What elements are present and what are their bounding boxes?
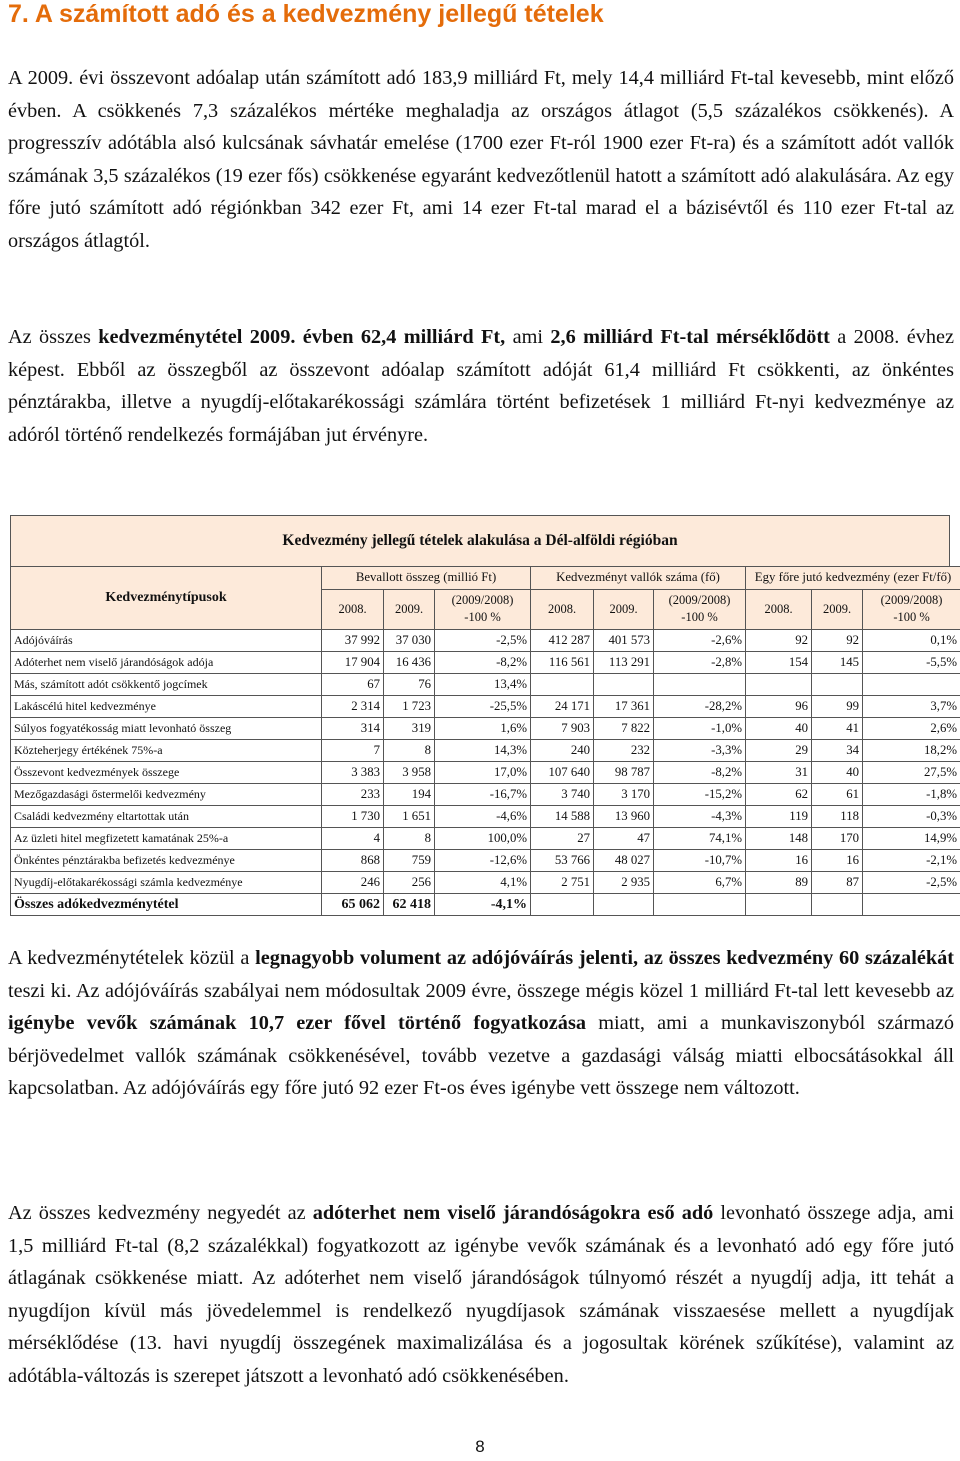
page-number: 8 bbox=[475, 1437, 485, 1456]
table-row bbox=[11, 718, 960, 740]
table-cell: 14,3% bbox=[435, 740, 531, 762]
table-cell: 74,1% bbox=[654, 828, 746, 850]
table-cell: 246 bbox=[322, 872, 384, 894]
table-cell: -1,8% bbox=[863, 784, 960, 806]
paragraph-tax-credit bbox=[8, 942, 954, 1105]
empty-cell bbox=[654, 894, 746, 916]
table-cell: -8,2% bbox=[435, 652, 531, 674]
row-label: Lakáscélú hitel kedvezménye bbox=[11, 696, 322, 718]
row-label: Más, számított adót csökkentő jogcímek bbox=[11, 674, 322, 696]
table-cell: 40 bbox=[746, 718, 812, 740]
row-label: Súlyos fogyatékosság miatt levonható összeg bbox=[11, 718, 322, 740]
table-cell: -12,6% bbox=[435, 850, 531, 872]
table-cell: -10,7% bbox=[654, 850, 746, 872]
table-cell: 1 730 bbox=[322, 806, 384, 828]
sub-header-2008: 2008. bbox=[746, 589, 812, 629]
table-cell: 65 062 bbox=[322, 894, 384, 916]
table-cell bbox=[654, 674, 746, 696]
table-cell: 16 436 bbox=[384, 652, 435, 674]
table-cell: 7 822 bbox=[594, 718, 654, 740]
table-cell: 3 383 bbox=[322, 762, 384, 784]
table-row bbox=[11, 872, 960, 894]
table-cell: 3 958 bbox=[384, 762, 435, 784]
table-cell: -0,3% bbox=[863, 806, 960, 828]
table-cell: 13,4% bbox=[435, 674, 531, 696]
row-label: Mezőgazdasági őstermelői kedvezmény bbox=[11, 784, 322, 806]
table-cell: -2,5% bbox=[435, 630, 531, 652]
table-cell: 232 bbox=[594, 740, 654, 762]
table-cell: 7 bbox=[322, 740, 384, 762]
row-label: Adójóváírás bbox=[11, 630, 322, 652]
table-cell: -4,3% bbox=[654, 806, 746, 828]
table-cell: 119 bbox=[746, 806, 812, 828]
group-header-amount: Bevallott összeg (millió Ft) bbox=[322, 567, 531, 590]
total-row bbox=[11, 894, 960, 916]
row-label: Nyugdíj-előtakarékossági számla kedvezménye bbox=[11, 872, 322, 894]
table-cell: 62 bbox=[746, 784, 812, 806]
table-cell: 41 bbox=[812, 718, 863, 740]
table-cell: 16 bbox=[746, 850, 812, 872]
table-title: Kedvezmény jellegű tételek alakulása a Dél-alföldi régióban bbox=[10, 515, 950, 566]
table-cell: -3,3% bbox=[654, 740, 746, 762]
table-cell: 116 561 bbox=[531, 652, 594, 674]
table-cell: 107 640 bbox=[531, 762, 594, 784]
table-cell bbox=[812, 674, 863, 696]
table-cell: 4 bbox=[322, 828, 384, 850]
group-header-per-capita: Egy főre jutó kedvezmény (ezer Ft/fő) bbox=[746, 567, 960, 590]
sub-header-2009: 2009. bbox=[812, 589, 863, 629]
table-cell: 17 361 bbox=[594, 696, 654, 718]
table-cell: -8,2% bbox=[654, 762, 746, 784]
table-cell: 1,6% bbox=[435, 718, 531, 740]
table-cell: 14 588 bbox=[531, 806, 594, 828]
text-run: Az összes bbox=[8, 326, 99, 348]
table-cell: 48 027 bbox=[594, 850, 654, 872]
table-cell: 53 766 bbox=[531, 850, 594, 872]
empty-cell bbox=[746, 894, 812, 916]
table-cell: 100,0% bbox=[435, 828, 531, 850]
paragraph-pension bbox=[8, 1197, 954, 1392]
table-cell: 92 bbox=[746, 630, 812, 652]
table-cell: -4,1% bbox=[435, 894, 531, 916]
table-cell: 89 bbox=[746, 872, 812, 894]
table-cell bbox=[863, 674, 960, 696]
table-cell: 17 904 bbox=[322, 652, 384, 674]
text-run: igénybe vevők számának 10,7 ezer fővel történő fogyatkozása bbox=[8, 1012, 586, 1034]
text-run: kedvezménytétel 2009. évben 62,4 milliárd Ft, bbox=[98, 326, 506, 348]
table-cell: 27,5% bbox=[863, 762, 960, 784]
table-cell: 62 418 bbox=[384, 894, 435, 916]
table-cell: 47 bbox=[594, 828, 654, 850]
table-cell: 194 bbox=[384, 784, 435, 806]
table-cell: 67 bbox=[322, 674, 384, 696]
text-run: A kedvezménytételek közül a bbox=[8, 947, 256, 969]
table-cell: 7 903 bbox=[531, 718, 594, 740]
table-body bbox=[11, 630, 960, 916]
table-cell: 2 314 bbox=[322, 696, 384, 718]
table-row bbox=[11, 850, 960, 872]
table-cell: 99 bbox=[812, 696, 863, 718]
allowance-table bbox=[10, 515, 958, 916]
table-cell: 1 723 bbox=[384, 696, 435, 718]
table-cell: 3 740 bbox=[531, 784, 594, 806]
table-cell: 256 bbox=[384, 872, 435, 894]
text-run: miatt, ami a munkaviszonyból származó bérjövedelmet vallók számának csökkenésével, tovább vezetve a gazdasági válság miatti elbocsátásokkal áll kapcsolatban. Az adójóváírás egy főre jutó 92 ezer Ft-os éves igénybe vett összege nem változott. bbox=[8, 1012, 954, 1099]
table-row bbox=[11, 696, 960, 718]
table-cell: 170 bbox=[812, 828, 863, 850]
table-cell bbox=[594, 674, 654, 696]
table-cell: 31 bbox=[746, 762, 812, 784]
table-cell: 87 bbox=[812, 872, 863, 894]
table-cell: 37 030 bbox=[384, 630, 435, 652]
table-cell: 759 bbox=[384, 850, 435, 872]
row-label: Adóterhet nem viselő járandóságok adója bbox=[11, 652, 322, 674]
table-cell: 319 bbox=[384, 718, 435, 740]
table-cell: 2 935 bbox=[594, 872, 654, 894]
table-cell: 40 bbox=[812, 762, 863, 784]
table-row bbox=[11, 828, 960, 850]
table-cell: 29 bbox=[746, 740, 812, 762]
table-cell: -5,5% bbox=[863, 652, 960, 674]
table-cell: 61 bbox=[812, 784, 863, 806]
table-row bbox=[11, 674, 960, 696]
sub-header-change: (2009/2008) -100 % bbox=[654, 589, 746, 629]
table-cell: 34 bbox=[812, 740, 863, 762]
table-cell: 3 170 bbox=[594, 784, 654, 806]
table-cell: 0,1% bbox=[863, 630, 960, 652]
empty-cell bbox=[812, 894, 863, 916]
text-run: Az összes kedvezmény negyedét az bbox=[8, 1202, 313, 1224]
sub-header-change: (2009/2008) -100 % bbox=[435, 589, 531, 629]
table-cell: 6,7% bbox=[654, 872, 746, 894]
row-label: Önkéntes pénztárakba befizetés kedvezménye bbox=[11, 850, 322, 872]
table-cell: 4,1% bbox=[435, 872, 531, 894]
table-cell: 27 bbox=[531, 828, 594, 850]
table-cell: 118 bbox=[812, 806, 863, 828]
table-cell: 868 bbox=[322, 850, 384, 872]
table-cell: -4,6% bbox=[435, 806, 531, 828]
row-label: Családi kedvezmény eltartottak után bbox=[11, 806, 322, 828]
table-cell: 233 bbox=[322, 784, 384, 806]
table-cell: 24 171 bbox=[531, 696, 594, 718]
table-cell: -2,5% bbox=[863, 872, 960, 894]
table-cell: 148 bbox=[746, 828, 812, 850]
empty-cell bbox=[531, 894, 594, 916]
column-header-type: Kedvezménytípusok bbox=[11, 567, 322, 630]
table-cell: -2,1% bbox=[863, 850, 960, 872]
table-cell: 8 bbox=[384, 828, 435, 850]
text-run: adóterhet nem viselő járandóságokra eső adó bbox=[312, 1202, 714, 1224]
sub-header-2009: 2009. bbox=[384, 589, 435, 629]
text-run: 2,6 milliárd Ft-tal mérséklődött bbox=[550, 326, 830, 348]
table-cell: 37 992 bbox=[322, 630, 384, 652]
text-run: a 2008. évhez képest. Ebből az összegből az összevont adóalap számított adóját 61,4 milliárd Ft csökkenti, az önkéntes pénztárakba, illetve a nyugdíj-előtakarékossági számlára történt befizetések 1 milliárd Ft-nyi kedvezménye az adóról történő rendelkezés formájában jut érvényre. bbox=[8, 326, 954, 446]
table-cell: 154 bbox=[746, 652, 812, 674]
sub-header-2009: 2009. bbox=[594, 589, 654, 629]
text-run: legnagyobb volument az adójóváírás jelenti, az összes kedvezmény 60 százalékát bbox=[255, 947, 954, 969]
table-cell: -15,2% bbox=[654, 784, 746, 806]
sub-header-2008: 2008. bbox=[322, 589, 384, 629]
paragraph-total-allowance bbox=[8, 321, 954, 451]
table-cell bbox=[531, 674, 594, 696]
table-cell: 240 bbox=[531, 740, 594, 762]
table-cell: 314 bbox=[322, 718, 384, 740]
sub-header-2008: 2008. bbox=[531, 589, 594, 629]
text-run: ami bbox=[505, 326, 551, 348]
table-row bbox=[11, 630, 960, 652]
table-cell: 113 291 bbox=[594, 652, 654, 674]
table-cell: 412 287 bbox=[531, 630, 594, 652]
table-cell: 16 bbox=[812, 850, 863, 872]
table-cell: -1,0% bbox=[654, 718, 746, 740]
table-row bbox=[11, 652, 960, 674]
table-cell: -28,2% bbox=[654, 696, 746, 718]
table-cell: -2,6% bbox=[654, 630, 746, 652]
empty-cell bbox=[594, 894, 654, 916]
row-label: Az üzleti hitel megfizetett kamatának 25%-a bbox=[11, 828, 322, 850]
table-cell: -2,8% bbox=[654, 652, 746, 674]
table-cell: 145 bbox=[812, 652, 863, 674]
table-cell: -25,5% bbox=[435, 696, 531, 718]
table-cell: 401 573 bbox=[594, 630, 654, 652]
group-header-count: Kedvezményt vallók száma (fő) bbox=[531, 567, 746, 590]
table-row bbox=[11, 740, 960, 762]
table-cell: 2,6% bbox=[863, 718, 960, 740]
table-cell: 98 787 bbox=[594, 762, 654, 784]
table-cell: 76 bbox=[384, 674, 435, 696]
table-cell: 13 960 bbox=[594, 806, 654, 828]
table-cell: 14,9% bbox=[863, 828, 960, 850]
section-heading: 7. A számított adó és a kedvezmény jellegű tételek bbox=[8, 0, 604, 28]
text-run: levonható összege adja, ami 1,5 milliárd Ft-tal (8,2 százalékkal) fogyatkozott az igénybe vevők számának és a levonható adó egy főre jutó átlagának csökkenése miatt. Az adóterhet nem viselő járandóságok túlnyomó részét a nyugdíj adja, itt tehát a nyugdíjon kívül más jövedelemmel is rendelkező nyugdíjasok számának visszaesése mellett a nyugdíjak mérséklődése (13. havi nyugdíj összegének maximalizálása és a jogosultak körének szűkítése), valamint az adótábla-változás is szerepet játszott a levonható adó csökkenésében. bbox=[8, 1202, 954, 1387]
table-cell: 18,2% bbox=[863, 740, 960, 762]
row-label: Összevont kedvezmények összege bbox=[11, 762, 322, 784]
table-cell: 1 651 bbox=[384, 806, 435, 828]
paragraph-computed-tax bbox=[8, 62, 954, 257]
table-row bbox=[11, 784, 960, 806]
empty-cell bbox=[863, 894, 960, 916]
table-cell: 92 bbox=[812, 630, 863, 652]
row-label: Összes adókedvezménytétel bbox=[11, 894, 322, 916]
table-cell: 2 751 bbox=[531, 872, 594, 894]
text-run: A 2009. évi összevont adóalap után számított adó 183,9 milliárd Ft, mely 14,4 milliárd Ft-tal kevesebb, mint előző évben. A csökkenés 7,3 százalékos mértéke meghaladja az országos átlagot (5,5 százalékos csökkenés). A progresszív adótábla alsó kulcsának sávhatár emelése (1700 ezer Ft-ról 1900 ezer Ft-ra) és a számított adót vallók számának 3,5 százalékos (19 ezer fős) csökkenése egyaránt kedvezőtlenül hatott a számított adó alakulására. Az egy főre jutó számított adó régiónkban 342 ezer Ft, ami 14 ezer Ft-tal marad el a bázisévtől és 110 ezer Ft-tal az országos átlagtól. bbox=[8, 67, 954, 252]
table-cell: 96 bbox=[746, 696, 812, 718]
text-run: teszi ki. Az adójóváírás szabályai nem módosultak 2009 évre, összege mégis közel 1 milliárd Ft-tal lett kevesebb az bbox=[8, 979, 954, 1002]
table-cell: 17,0% bbox=[435, 762, 531, 784]
table-cell: 3,7% bbox=[863, 696, 960, 718]
table-row bbox=[11, 806, 960, 828]
table-cell: 8 bbox=[384, 740, 435, 762]
table-cell bbox=[746, 674, 812, 696]
table-row bbox=[11, 762, 960, 784]
row-label: Közteherjegy értékének 75%-a bbox=[11, 740, 322, 762]
sub-header-change: (2009/2008) -100 % bbox=[863, 589, 960, 629]
table-cell: -16,7% bbox=[435, 784, 531, 806]
